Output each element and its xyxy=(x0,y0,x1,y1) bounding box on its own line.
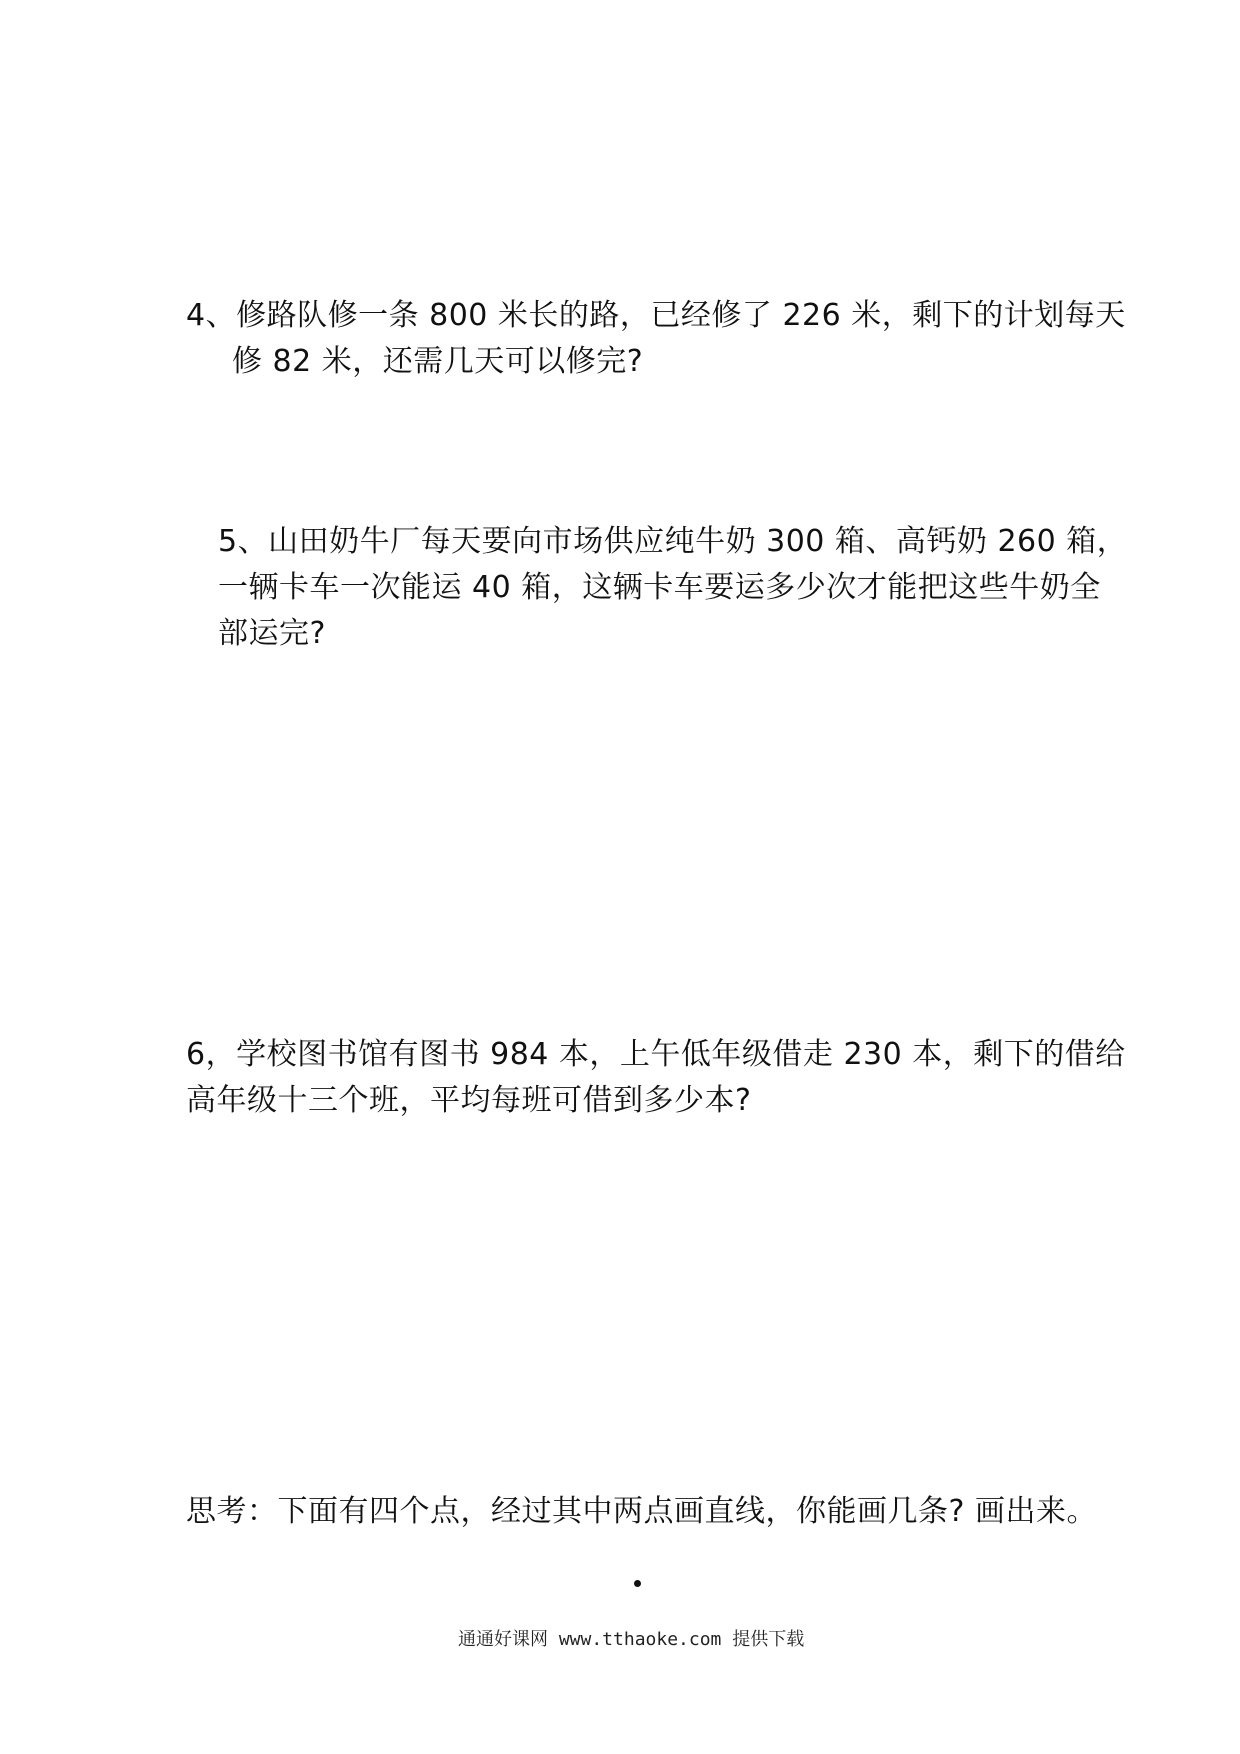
point-dot xyxy=(634,1580,641,1587)
thinking-question: 思考：下面有四个点，经过其中两点画直线，你能画几条? 画出来。 xyxy=(186,1494,1097,1529)
problem-6-line-1: 6，学校图书馆有图书 984 本，上午低年级借走 230 本，剩下的借给 xyxy=(186,1037,1126,1072)
problem-5-line-2: 一辆卡车一次能运 40 箱，这辆卡车要运多少次才能把这些牛奶全 xyxy=(218,570,1101,605)
footer-source: 通通好课网 www.tthaoke.com 提供下载 xyxy=(458,1629,805,1650)
problem-4-line-2: 修 82 米，还需几天可以修完? xyxy=(232,344,644,379)
problem-6-line-2: 高年级十三个班，平均每班可借到多少本? xyxy=(186,1083,752,1118)
problem-5-line-3: 部运完? xyxy=(218,616,326,651)
problem-4-line-1: 4、修路队修一条 800 米长的路，已经修了 226 米，剩下的计划每天 xyxy=(186,298,1126,333)
problem-5-line-1: 5、山田奶牛厂每天要向市场供应纯牛奶 300 箱、高钙奶 260 箱， xyxy=(218,524,1128,559)
